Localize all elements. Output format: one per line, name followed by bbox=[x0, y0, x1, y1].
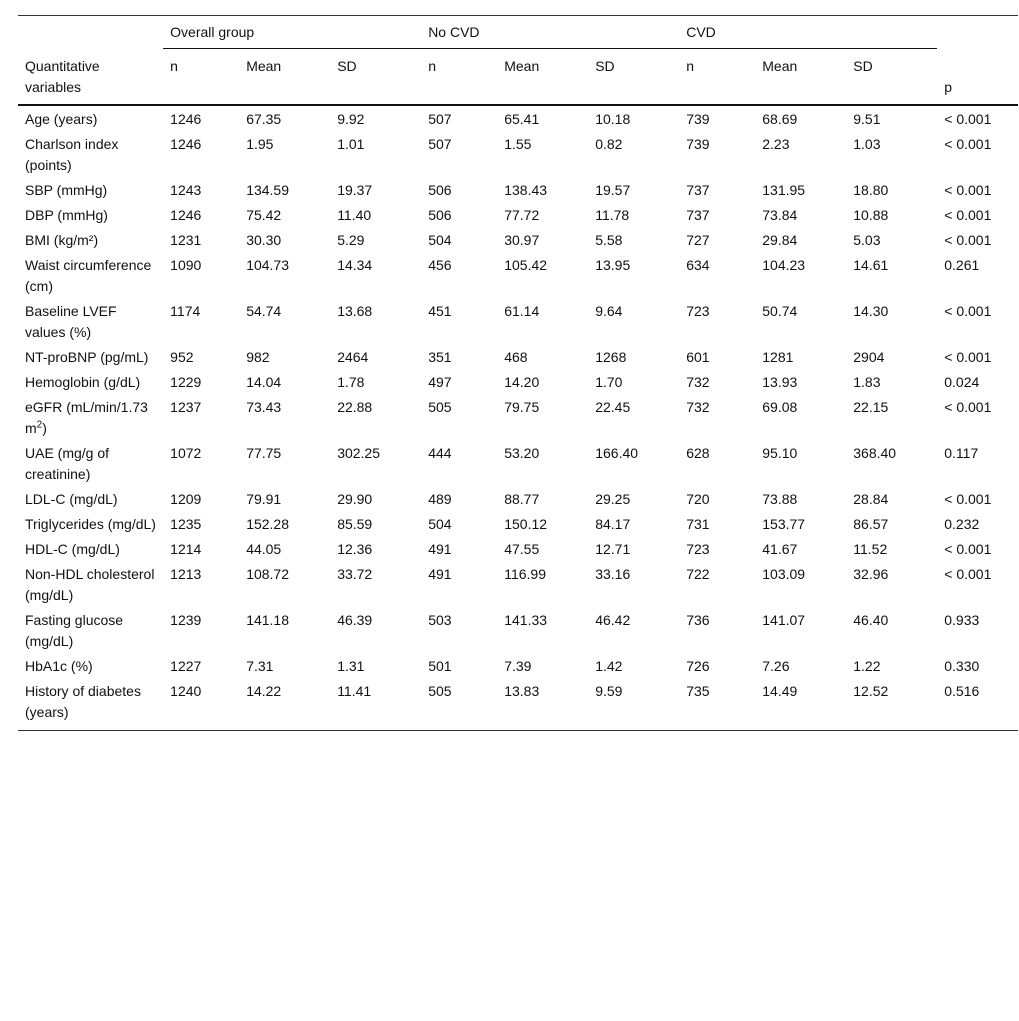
no-cvd-n-cell: 506 bbox=[428, 181, 452, 198]
p-value-cell: < 0.001 bbox=[944, 398, 992, 415]
row-label-text: Non-HDL cholesterol (mg/dL) bbox=[25, 565, 155, 603]
overall-n-cell: 1239 bbox=[170, 611, 202, 628]
table-row bbox=[18, 131, 1018, 177]
table-row bbox=[18, 344, 1018, 369]
no-cvd-sd-cell: 11.78 bbox=[595, 206, 630, 223]
row-label-text: Age (years) bbox=[25, 110, 98, 127]
overall-sd-cell: 2464 bbox=[337, 348, 369, 365]
cvd-n-cell: 723 bbox=[686, 540, 710, 557]
no-cvd-sd-cell: 84.17 bbox=[595, 515, 631, 532]
row-label bbox=[18, 511, 163, 536]
overall-n-cell: 1235 bbox=[170, 515, 202, 532]
overall-n-cell: 1214 bbox=[170, 540, 202, 557]
no-cvd-sd-cell: 9.59 bbox=[588, 678, 679, 731]
no-cvd-sd-cell: 1.70 bbox=[595, 373, 623, 390]
overall-mean-cell: 67.35 bbox=[246, 110, 282, 127]
no-cvd-n-cell: 351 bbox=[428, 348, 452, 365]
p-value-cell: < 0.001 bbox=[944, 565, 992, 582]
row-label-text: DBP (mmHg) bbox=[25, 206, 108, 223]
no-cvd-n-cell: 507 bbox=[428, 110, 452, 127]
overall-n-cell: 1174 bbox=[170, 302, 201, 319]
no-cvd-sd-cell: 5.58 bbox=[595, 231, 623, 248]
cvd-n-cell: 739 bbox=[686, 135, 710, 152]
cvd-sd-cell: 1.22 bbox=[853, 657, 881, 674]
cvd-sd-cell: 14.61 bbox=[853, 256, 889, 273]
no-cvd-mean-cell: 141.33 bbox=[504, 611, 548, 628]
overall-sd-cell: 12.36 bbox=[337, 540, 373, 557]
row-label bbox=[18, 227, 163, 252]
row-label-text: eGFR (mL/min/1.73 m bbox=[25, 398, 148, 436]
table-row bbox=[18, 105, 1018, 131]
cvd-mean-cell: 141.07 bbox=[762, 611, 806, 628]
sd-column-header: SD bbox=[588, 49, 679, 105]
no-cvd-mean-cell: 61.14 bbox=[504, 302, 540, 319]
p-value-cell: < 0.001 bbox=[944, 206, 992, 223]
overall-n-cell: 1246 bbox=[170, 135, 202, 152]
group-cvd-header: CVD bbox=[679, 16, 937, 49]
no-cvd-mean-cell: 116.99 bbox=[504, 565, 546, 582]
cvd-mean-cell: 14.49 bbox=[755, 678, 846, 731]
row-label-text: Fasting glucose (mg/dL) bbox=[25, 611, 124, 649]
mean-column-header: Mean bbox=[497, 49, 588, 105]
cvd-mean-cell: 41.67 bbox=[762, 540, 798, 557]
row-label bbox=[18, 440, 163, 486]
no-cvd-sd-cell: 19.57 bbox=[595, 181, 631, 198]
cvd-sd-cell: 14.30 bbox=[853, 302, 889, 319]
p-value-cell: 0.117 bbox=[944, 444, 979, 461]
no-cvd-mean-cell: 30.97 bbox=[504, 231, 540, 248]
cvd-mean-cell: 131.95 bbox=[762, 181, 806, 198]
no-cvd-sd-cell: 46.42 bbox=[595, 611, 631, 628]
row-label bbox=[18, 607, 163, 653]
row-label-text: History of diabetes (years) bbox=[25, 682, 141, 720]
overall-mean-cell: 104.73 bbox=[246, 256, 290, 273]
cvd-n-cell: 732 bbox=[686, 373, 710, 390]
p-value-cell: < 0.001 bbox=[944, 348, 992, 365]
n-column-header: n bbox=[679, 49, 755, 105]
overall-sd-cell: 5.29 bbox=[337, 231, 365, 248]
group-overall-header: Overall group bbox=[163, 16, 421, 49]
row-label-text: Waist circumference (cm) bbox=[25, 256, 152, 294]
p-value-cell: 0.232 bbox=[944, 515, 980, 532]
overall-n-cell: 1246 bbox=[170, 206, 202, 223]
row-label-text: HbA1c (%) bbox=[25, 657, 93, 674]
table-row bbox=[18, 678, 1018, 731]
overall-n-cell: 1227 bbox=[170, 657, 202, 674]
cvd-n-cell: 723 bbox=[686, 302, 710, 319]
overall-mean-cell: 108.72 bbox=[246, 565, 290, 582]
no-cvd-sd-cell: 9.64 bbox=[595, 302, 623, 319]
table-row bbox=[18, 511, 1018, 536]
p-value-column-header: p bbox=[937, 49, 1018, 105]
no-cvd-sd-cell: 29.25 bbox=[595, 490, 631, 507]
table-row bbox=[18, 607, 1018, 653]
row-label bbox=[18, 369, 163, 394]
cvd-mean-cell: 73.84 bbox=[762, 206, 798, 223]
cvd-mean-cell: 68.69 bbox=[762, 110, 798, 127]
overall-n-cell: 1237 bbox=[170, 398, 202, 415]
quantitative-variables-table bbox=[18, 15, 1018, 731]
overall-sd-cell: 19.37 bbox=[337, 181, 373, 198]
overall-mean-cell: 152.28 bbox=[246, 515, 290, 532]
no-cvd-sd-cell: 0.82 bbox=[595, 135, 623, 152]
no-cvd-mean-cell: 65.41 bbox=[504, 110, 540, 127]
cvd-sd-cell: 32.96 bbox=[853, 565, 889, 582]
cvd-sd-cell: 11.52 bbox=[853, 540, 888, 557]
row-label bbox=[18, 177, 163, 202]
no-cvd-mean-cell: 150.12 bbox=[504, 515, 548, 532]
no-cvd-n-cell: 505 bbox=[428, 398, 452, 415]
no-cvd-n-cell: 491 bbox=[428, 540, 452, 557]
no-cvd-n-cell: 503 bbox=[428, 611, 452, 628]
cvd-mean-cell: 2.23 bbox=[762, 135, 790, 152]
overall-sd-cell: 29.90 bbox=[337, 490, 373, 507]
cvd-sd-cell: 22.15 bbox=[853, 398, 889, 415]
overall-mean-cell: 73.43 bbox=[246, 398, 282, 415]
no-cvd-sd-cell: 12.71 bbox=[595, 540, 631, 557]
row-label-text: SBP (mmHg) bbox=[25, 181, 108, 198]
p-value-cell: 0.024 bbox=[944, 373, 980, 390]
no-cvd-n-cell: 505 bbox=[421, 678, 497, 731]
overall-mean-cell: 982 bbox=[246, 348, 270, 365]
table-row bbox=[18, 486, 1018, 511]
row-label-text: Baseline LVEF values (%) bbox=[25, 302, 117, 340]
cvd-sd-cell: 10.88 bbox=[853, 206, 889, 223]
overall-n-cell: 952 bbox=[170, 348, 194, 365]
overall-sd-cell: 11.40 bbox=[337, 206, 372, 223]
p-value-cell: < 0.001 bbox=[944, 231, 992, 248]
cvd-mean-cell: 29.84 bbox=[762, 231, 798, 248]
variable-column-header: Quantitative variables bbox=[18, 49, 163, 105]
cvd-mean-cell: 104.23 bbox=[762, 256, 806, 273]
overall-n-cell: 1213 bbox=[170, 565, 202, 582]
overall-sd-cell: 1.01 bbox=[337, 135, 365, 152]
table-row bbox=[18, 394, 1018, 440]
no-cvd-mean-cell: 88.77 bbox=[504, 490, 540, 507]
no-cvd-n-cell: 456 bbox=[428, 256, 452, 273]
table-row bbox=[18, 653, 1018, 678]
overall-mean-cell: 77.75 bbox=[246, 444, 282, 461]
cvd-n-cell: 726 bbox=[686, 657, 710, 674]
row-label-text: UAE (mg/g of creatinine) bbox=[25, 444, 110, 482]
row-label bbox=[18, 298, 163, 344]
row-label bbox=[18, 202, 163, 227]
no-cvd-sd-cell: 1268 bbox=[595, 348, 627, 365]
table-row bbox=[18, 177, 1018, 202]
no-cvd-mean-cell: 1.55 bbox=[504, 135, 532, 152]
overall-mean-cell: 134.59 bbox=[246, 181, 290, 198]
p-value-cell: < 0.001 bbox=[944, 110, 992, 127]
row-label-text: NT-proBNP (pg/mL) bbox=[25, 348, 149, 365]
table-row bbox=[18, 561, 1018, 607]
no-cvd-mean-cell: 53.20 bbox=[504, 444, 540, 461]
no-cvd-n-cell: 506 bbox=[428, 206, 452, 223]
no-cvd-mean-cell: 13.83 bbox=[497, 678, 588, 731]
overall-mean-cell: 14.22 bbox=[239, 678, 330, 731]
no-cvd-n-cell: 507 bbox=[428, 135, 452, 152]
table-row bbox=[18, 440, 1018, 486]
overall-sd-cell: 14.34 bbox=[337, 256, 373, 273]
sd-column-header: SD bbox=[330, 49, 421, 105]
table-row bbox=[18, 252, 1018, 298]
cvd-n-cell: 720 bbox=[686, 490, 710, 507]
row-label bbox=[18, 678, 163, 731]
table-body bbox=[18, 105, 1018, 731]
overall-n-cell: 1229 bbox=[170, 373, 202, 390]
cvd-sd-cell: 18.80 bbox=[853, 181, 889, 198]
overall-sd-cell: 9.92 bbox=[337, 110, 365, 127]
overall-mean-cell: 7.31 bbox=[246, 657, 274, 674]
row-label bbox=[18, 131, 163, 177]
row-label-text: Charlson index (points) bbox=[25, 135, 119, 173]
no-cvd-sd-cell: 22.45 bbox=[595, 398, 631, 415]
no-cvd-n-cell: 444 bbox=[428, 444, 452, 461]
mean-column-header: Mean bbox=[755, 49, 846, 105]
overall-mean-cell: 1.95 bbox=[246, 135, 274, 152]
row-label bbox=[18, 653, 163, 678]
row-label bbox=[18, 486, 163, 511]
p-value-cell: 0.516 bbox=[937, 678, 1018, 731]
no-cvd-mean-cell: 77.72 bbox=[504, 206, 540, 223]
overall-mean-cell: 30.30 bbox=[246, 231, 282, 248]
overall-n-cell: 1072 bbox=[170, 444, 202, 461]
row-label bbox=[18, 252, 163, 298]
cvd-mean-cell: 13.93 bbox=[762, 373, 798, 390]
no-cvd-mean-cell: 138.43 bbox=[504, 181, 548, 198]
row-label-text: Triglycerides (mg/dL) bbox=[25, 515, 156, 532]
no-cvd-mean-cell: 468 bbox=[504, 348, 528, 365]
no-cvd-mean-cell: 47.55 bbox=[504, 540, 540, 557]
cvd-n-cell: 737 bbox=[686, 181, 710, 198]
overall-n-cell: 1240 bbox=[163, 678, 239, 731]
no-cvd-n-cell: 497 bbox=[428, 373, 452, 390]
column-header-row bbox=[18, 49, 1018, 105]
overall-mean-cell: 75.42 bbox=[246, 206, 282, 223]
cvd-mean-cell: 50.74 bbox=[762, 302, 798, 319]
overall-n-cell: 1209 bbox=[170, 490, 202, 507]
cvd-mean-cell: 153.77 bbox=[762, 515, 806, 532]
row-label-text: LDL-C (mg/dL) bbox=[25, 490, 118, 507]
no-cvd-n-cell: 501 bbox=[428, 657, 452, 674]
no-cvd-sd-cell: 33.16 bbox=[595, 565, 631, 582]
p-value-cell: < 0.001 bbox=[944, 490, 992, 507]
cvd-sd-cell: 46.40 bbox=[853, 611, 889, 628]
table-row bbox=[18, 298, 1018, 344]
overall-sd-cell: 1.78 bbox=[337, 373, 365, 390]
cvd-n-cell: 739 bbox=[686, 110, 710, 127]
group-no-cvd-header: No CVD bbox=[421, 16, 679, 49]
cvd-mean-cell: 1281 bbox=[762, 348, 794, 365]
cvd-n-cell: 722 bbox=[686, 565, 710, 582]
n-column-header: n bbox=[163, 49, 239, 105]
row-label bbox=[18, 561, 163, 607]
no-cvd-sd-cell: 13.95 bbox=[595, 256, 631, 273]
overall-n-cell: 1246 bbox=[170, 110, 202, 127]
cvd-n-cell: 727 bbox=[686, 231, 710, 248]
table-row bbox=[18, 536, 1018, 561]
overall-n-cell: 1090 bbox=[170, 256, 202, 273]
overall-sd-cell: 302.25 bbox=[337, 444, 381, 461]
overall-sd-cell: 22.88 bbox=[337, 398, 373, 415]
group-header-row bbox=[18, 16, 1018, 49]
overall-sd-cell: 1.31 bbox=[337, 657, 365, 674]
cvd-sd-cell: 368.40 bbox=[853, 444, 897, 461]
no-cvd-mean-cell: 7.39 bbox=[504, 657, 532, 674]
overall-mean-cell: 141.18 bbox=[246, 611, 290, 628]
row-label bbox=[18, 394, 163, 440]
no-cvd-mean-cell: 14.20 bbox=[504, 373, 540, 390]
row-label bbox=[18, 344, 163, 369]
no-cvd-n-cell: 489 bbox=[428, 490, 452, 507]
overall-n-cell: 1231 bbox=[170, 231, 202, 248]
overall-sd-cell: 46.39 bbox=[337, 611, 373, 628]
overall-sd-cell: 13.68 bbox=[337, 302, 373, 319]
p-value-cell: < 0.001 bbox=[944, 135, 992, 152]
overall-mean-cell: 14.04 bbox=[246, 373, 282, 390]
p-value-cell: 0.933 bbox=[944, 611, 980, 628]
cvd-n-cell: 737 bbox=[686, 206, 710, 223]
cvd-mean-cell: 95.10 bbox=[762, 444, 798, 461]
cvd-n-cell: 601 bbox=[686, 348, 710, 365]
row-label-text: BMI (kg/m²) bbox=[25, 231, 99, 248]
no-cvd-n-cell: 504 bbox=[428, 515, 452, 532]
n-column-header: n bbox=[421, 49, 497, 105]
row-label bbox=[18, 105, 163, 131]
no-cvd-sd-cell: 10.18 bbox=[595, 110, 631, 127]
sd-column-header: SD bbox=[846, 49, 937, 105]
p-value-cell: < 0.001 bbox=[944, 302, 992, 319]
overall-mean-cell: 54.74 bbox=[246, 302, 282, 319]
row-label-superscript: 2 bbox=[36, 418, 43, 430]
row-label bbox=[18, 536, 163, 561]
cvd-sd-cell: 86.57 bbox=[853, 515, 889, 532]
cvd-n-cell: 736 bbox=[686, 611, 710, 628]
no-cvd-n-cell: 451 bbox=[428, 302, 452, 319]
p-value-cell: < 0.001 bbox=[944, 540, 992, 557]
cvd-mean-cell: 73.88 bbox=[762, 490, 798, 507]
cvd-n-cell: 628 bbox=[686, 444, 710, 461]
row-label-text: HDL-C (mg/dL) bbox=[25, 540, 120, 557]
cvd-mean-cell: 103.09 bbox=[762, 565, 806, 582]
cvd-sd-cell: 9.51 bbox=[853, 110, 881, 127]
table-row bbox=[18, 202, 1018, 227]
no-cvd-sd-cell: 166.40 bbox=[595, 444, 639, 461]
cvd-n-cell: 735 bbox=[679, 678, 755, 731]
table-row bbox=[18, 227, 1018, 252]
cvd-sd-cell: 2904 bbox=[853, 348, 885, 365]
overall-sd-cell: 11.41 bbox=[330, 678, 421, 731]
p-value-cell: 0.330 bbox=[944, 657, 980, 674]
cvd-mean-cell: 7.26 bbox=[762, 657, 790, 674]
no-cvd-mean-cell: 79.75 bbox=[504, 398, 540, 415]
overall-sd-cell: 85.59 bbox=[337, 515, 373, 532]
no-cvd-n-cell: 504 bbox=[428, 231, 452, 248]
row-label-text: Hemoglobin (g/dL) bbox=[25, 373, 141, 390]
cvd-sd-cell: 1.03 bbox=[853, 135, 881, 152]
cvd-sd-cell: 12.52 bbox=[846, 678, 937, 731]
cvd-sd-cell: 5.03 bbox=[853, 231, 881, 248]
mean-column-header: Mean bbox=[239, 49, 330, 105]
p-value-cell: < 0.001 bbox=[944, 181, 992, 198]
no-cvd-n-cell: 491 bbox=[428, 565, 452, 582]
overall-mean-cell: 44.05 bbox=[246, 540, 282, 557]
table-row bbox=[18, 369, 1018, 394]
cvd-n-cell: 634 bbox=[686, 256, 710, 273]
row-label-tail: ) bbox=[42, 419, 47, 436]
cvd-sd-cell: 1.83 bbox=[853, 373, 881, 390]
cvd-sd-cell: 28.84 bbox=[853, 490, 889, 507]
cvd-mean-cell: 69.08 bbox=[762, 398, 798, 415]
no-cvd-mean-cell: 105.42 bbox=[504, 256, 548, 273]
overall-n-cell: 1243 bbox=[170, 181, 202, 198]
cvd-n-cell: 732 bbox=[686, 398, 710, 415]
p-value-cell: 0.261 bbox=[944, 256, 980, 273]
overall-sd-cell: 33.72 bbox=[337, 565, 373, 582]
cvd-n-cell: 731 bbox=[686, 515, 710, 532]
no-cvd-sd-cell: 1.42 bbox=[595, 657, 623, 674]
overall-mean-cell: 79.91 bbox=[246, 490, 282, 507]
